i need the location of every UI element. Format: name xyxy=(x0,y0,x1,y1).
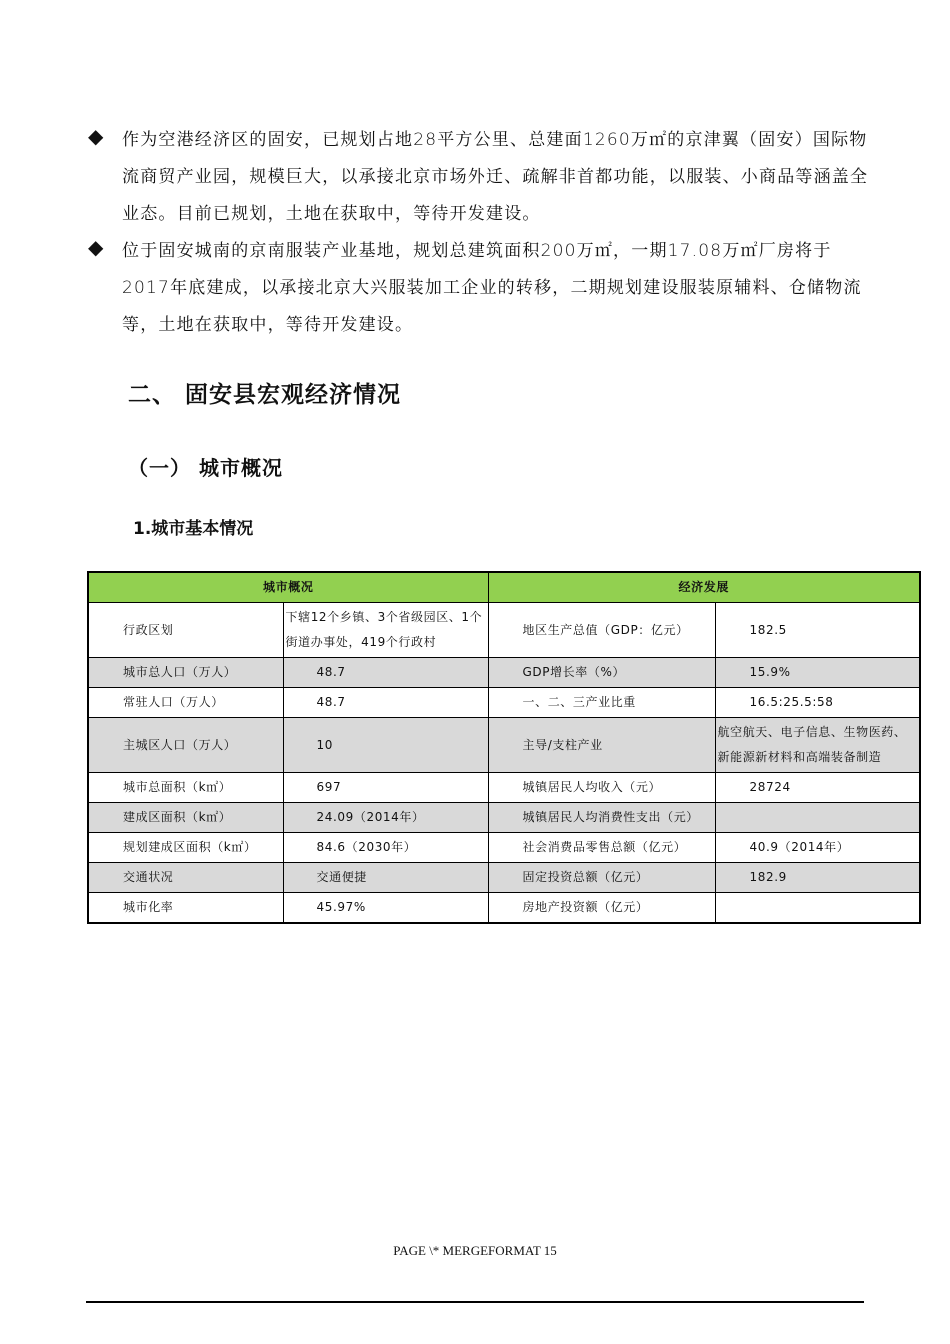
table-cell: 主城区人口（万人） xyxy=(88,718,283,773)
subsection-heading: （一） 城市概况 xyxy=(128,456,283,480)
diamond-bullet-icon: ◆ xyxy=(88,124,104,148)
table-cell: 航空航天、电子信息、生物医药、新能源新材料和高端装备制造 xyxy=(715,718,920,773)
table-cell: 10 xyxy=(283,718,488,773)
table-cell: 建成区面积（k㎡） xyxy=(88,803,283,833)
table-row xyxy=(88,718,920,773)
section-heading: 二、 固安县宏观经济情况 xyxy=(128,382,402,408)
table-row xyxy=(88,803,920,833)
table-cell: 48.7 xyxy=(283,688,488,718)
table-header-row xyxy=(88,572,920,603)
subsubsection-heading: 1.城市基本情况 xyxy=(133,519,254,539)
table-cell: 15.9% xyxy=(715,658,920,688)
diamond-bullet-icon: ◆ xyxy=(88,235,104,259)
bullet-item-2 xyxy=(88,233,878,344)
table-cell: 182.5 xyxy=(715,603,920,658)
table-cell: 社会消费品零售总额（亿元） xyxy=(488,833,715,863)
bullet-item-1 xyxy=(88,122,878,233)
table-cell: 48.7 xyxy=(283,658,488,688)
table-cell: 主导/支柱产业 xyxy=(488,718,715,773)
table-cell: 房地产投资额（亿元） xyxy=(488,893,715,924)
table-cell: 28724 xyxy=(715,773,920,803)
table-cell: 行政区划 xyxy=(88,603,283,658)
table-cell xyxy=(715,893,920,924)
table-cell: 24.09（2014年） xyxy=(283,803,488,833)
table-cell: 交通状况 xyxy=(88,863,283,893)
table-cell: 交通便捷 xyxy=(283,863,488,893)
table-cell: 40.9（2014年） xyxy=(715,833,920,863)
footer-divider xyxy=(86,1301,864,1303)
table-cell: 常驻人口（万人） xyxy=(88,688,283,718)
table-cell: 下辖12个乡镇、3个省级园区、1个街道办事处，419个行政村 xyxy=(283,603,488,658)
table-cell: 地区生产总值（GDP：亿元） xyxy=(488,603,715,658)
table-row xyxy=(88,893,920,924)
table-row xyxy=(88,863,920,893)
table-cell: 182.9 xyxy=(715,863,920,893)
table-row xyxy=(88,833,920,863)
bullet-text-2: 位于固安城南的京南服装产业基地，规划总建筑面积200万㎡，一期17.08万㎡厂房将于2017年底建成，以承接北京大兴服装加工企业的转移，二期规划建设服装原辅料、仓储物流等，土地在获取中，等待开发建设。 xyxy=(122,241,862,335)
city-info-table xyxy=(87,571,921,924)
table-cell: 固定投资总额（亿元） xyxy=(488,863,715,893)
table-cell: 城市化率 xyxy=(88,893,283,924)
table-header-city: 城市概况 xyxy=(88,572,488,603)
table-cell: 城镇居民人均收入（元） xyxy=(488,773,715,803)
table-cell: 城市总面积（k㎡） xyxy=(88,773,283,803)
table-cell: 城市总人口（万人） xyxy=(88,658,283,688)
table-row xyxy=(88,603,920,658)
table-row xyxy=(88,658,920,688)
bullet-text-1: 作为空港经济区的固安，已规划占地28平方公里、总建面1260万㎡的京津翼（固安）国际物流商贸产业园，规模巨大，以承接北京市场外迁、疏解非首都功能，以服装、小商品等涵盖全业态。目前已规划，土地在获取中，等待开发建设。 xyxy=(122,130,869,224)
table-cell: 规划建成区面积（k㎡） xyxy=(88,833,283,863)
page-footer: PAGE \* MERGEFORMAT 15 xyxy=(393,1243,557,1258)
table-row xyxy=(88,688,920,718)
table-cell: GDP增长率（%） xyxy=(488,658,715,688)
table-cell: 16.5:25.5:58 xyxy=(715,688,920,718)
table-cell: 一、二、三产业比重 xyxy=(488,688,715,718)
table-cell: 45.97% xyxy=(283,893,488,924)
table-cell: 697 xyxy=(283,773,488,803)
table-cell: 城镇居民人均消费性支出（元） xyxy=(488,803,715,833)
table-cell xyxy=(715,803,920,833)
table-cell: 84.6（2030年） xyxy=(283,833,488,863)
table-row xyxy=(88,773,920,803)
table-header-economy: 经济发展 xyxy=(488,572,920,603)
